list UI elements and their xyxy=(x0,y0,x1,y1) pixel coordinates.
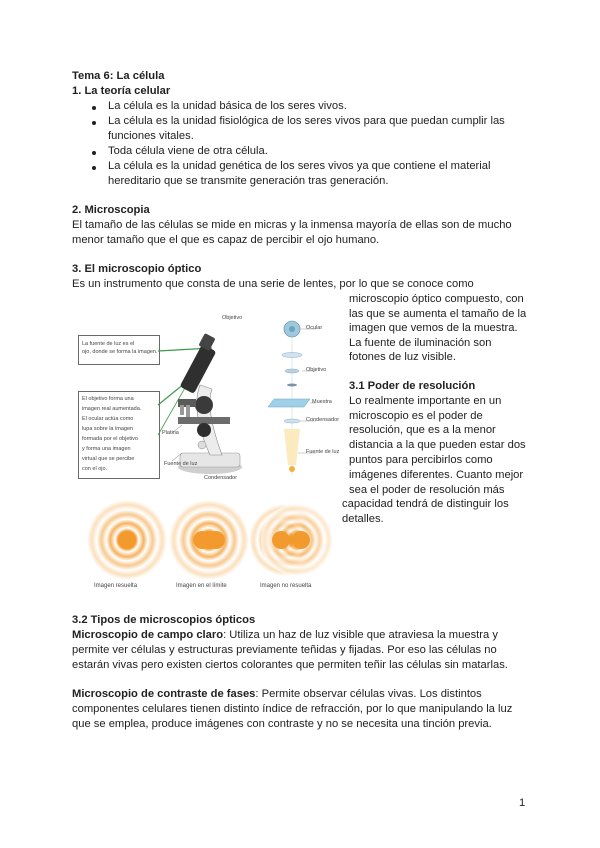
paragraph-line: que se emplea, produce imágenes con contraste y no se necesita una tinción previa. xyxy=(72,718,492,730)
section-3-heading: 3. El microscopio óptico xyxy=(72,263,202,275)
figure-label: Platina xyxy=(162,430,179,436)
paragraph-line: microscopio óptico compuesto, con xyxy=(349,293,524,305)
paragraph-line: microscopio es el poder de xyxy=(349,410,483,422)
paragraph-line: Microscopio de contraste de fases: Permite observar células vivas. Los distintos xyxy=(72,688,482,700)
paragraph-line: imágenes diferentes. Cuanto mejor xyxy=(349,469,524,481)
bullet-marker xyxy=(92,151,96,155)
paragraph-line: menor tamaño que el que es capaz de percibir el ojo humano. xyxy=(72,234,380,246)
page-title: Tema 6: La célula xyxy=(72,70,165,82)
paragraph-line: distancia a la que pueden estar dos xyxy=(349,439,526,451)
term-label: Microscopio de campo claro xyxy=(72,629,224,641)
figure-label: Fuente de luz xyxy=(164,461,198,467)
paragraph-line: fotones de luz visible. xyxy=(349,351,456,363)
figure-caption: Imagen no resuelta xyxy=(260,583,312,589)
list-item: La célula es la unidad básica de los seres vivos. xyxy=(108,100,347,112)
figure-label: Muestra xyxy=(312,399,332,405)
list-item-continuation: hereditario que se transmite generación tras generación. xyxy=(108,175,389,187)
resolution-image-resolved xyxy=(86,499,168,581)
paragraph-line: La fuente de iluminación son xyxy=(349,337,492,349)
paragraph-line: las que se aumenta el tamaño de la xyxy=(349,308,527,320)
paragraph-line: puntos para percibirlos como xyxy=(349,454,493,466)
paragraph-line: sea el poder de resolución más xyxy=(349,484,505,496)
figure-label: Objetivo xyxy=(306,367,327,373)
paragraph-line: imagen que vemos de la muestra. xyxy=(349,322,518,334)
figure-caption: Imagen en el límite xyxy=(176,583,227,589)
bullet-marker xyxy=(92,106,96,110)
bullet-marker xyxy=(92,166,96,170)
bullet-marker xyxy=(92,121,96,125)
section-2-heading: 2. Microscopia xyxy=(72,204,150,216)
paragraph-line: estarán vivas pero existen ciertos colorantes que permiten teñir las células sin matarlas. xyxy=(72,659,508,671)
figure-label: Fuente de luz xyxy=(306,449,340,455)
paragraph-line: detalles. xyxy=(342,513,384,525)
term-label: Microscopio de contraste de fases xyxy=(72,688,256,700)
caption-box: El objetivo forma una imagen real aumentada. El ocular actúa como lupa sobre la imagen formada por el objetivo y forma una imagen virtual que se percibe con el ojo. xyxy=(78,391,160,479)
list-item: Toda célula viene de otra célula. xyxy=(108,145,268,157)
figure-label: Objetivo xyxy=(222,315,243,321)
list-item-continuation: funciones vitales. xyxy=(108,130,194,142)
paragraph-line: permite ver células y estructuras previamente teñidas y fijadas. Por eso las células no xyxy=(72,644,497,656)
page-number: 1 xyxy=(519,797,526,809)
caption-box: La fuente de luz es el ojo, donde se forma la imagen. xyxy=(78,335,160,365)
paragraph-line: resolución, que es a la menor xyxy=(349,424,496,436)
list-item: La célula es la unidad fisiológica de los seres vivos para que puedan cumplir las xyxy=(108,115,505,127)
resolution-image-limit xyxy=(168,499,250,581)
figure-caption: Imagen resuelta xyxy=(94,583,138,589)
figure-label: Condensador xyxy=(204,475,238,481)
resolution-image-unresolved xyxy=(250,499,332,581)
section-3-1-heading: 3.1 Poder de resolución xyxy=(349,380,476,392)
paragraph-line: capacidad tendrá de distinguir los xyxy=(342,498,509,510)
microscope-figure xyxy=(72,305,342,600)
paragraph-line: El tamaño de las células se mide en micras y la inmensa mayoría de ellas son de mucho xyxy=(72,219,512,231)
paragraph-line: componentes celulares tienen distinto índice de refracción, por lo que manipulando la luz xyxy=(72,703,513,715)
paragraph-line: Es un instrumento que consta de una serie de lentes, por lo que se conoce como xyxy=(72,278,474,290)
section-1-heading: 1. La teoría celular xyxy=(72,85,171,97)
paragraph-line: Microscopio de campo claro: Utiliza un haz de luz visible que atraviesa la muestra y xyxy=(72,629,498,641)
figure-label: Ocular xyxy=(306,325,323,331)
list-item: La célula es la unidad genética de los seres vivos ya que contiene el material xyxy=(108,160,491,172)
section-3-2-heading: 3.2 Tipos de microscopios ópticos xyxy=(72,614,256,626)
figure-label: Condensador xyxy=(306,417,340,423)
paragraph-line: Lo realmente importante en un xyxy=(349,395,502,407)
